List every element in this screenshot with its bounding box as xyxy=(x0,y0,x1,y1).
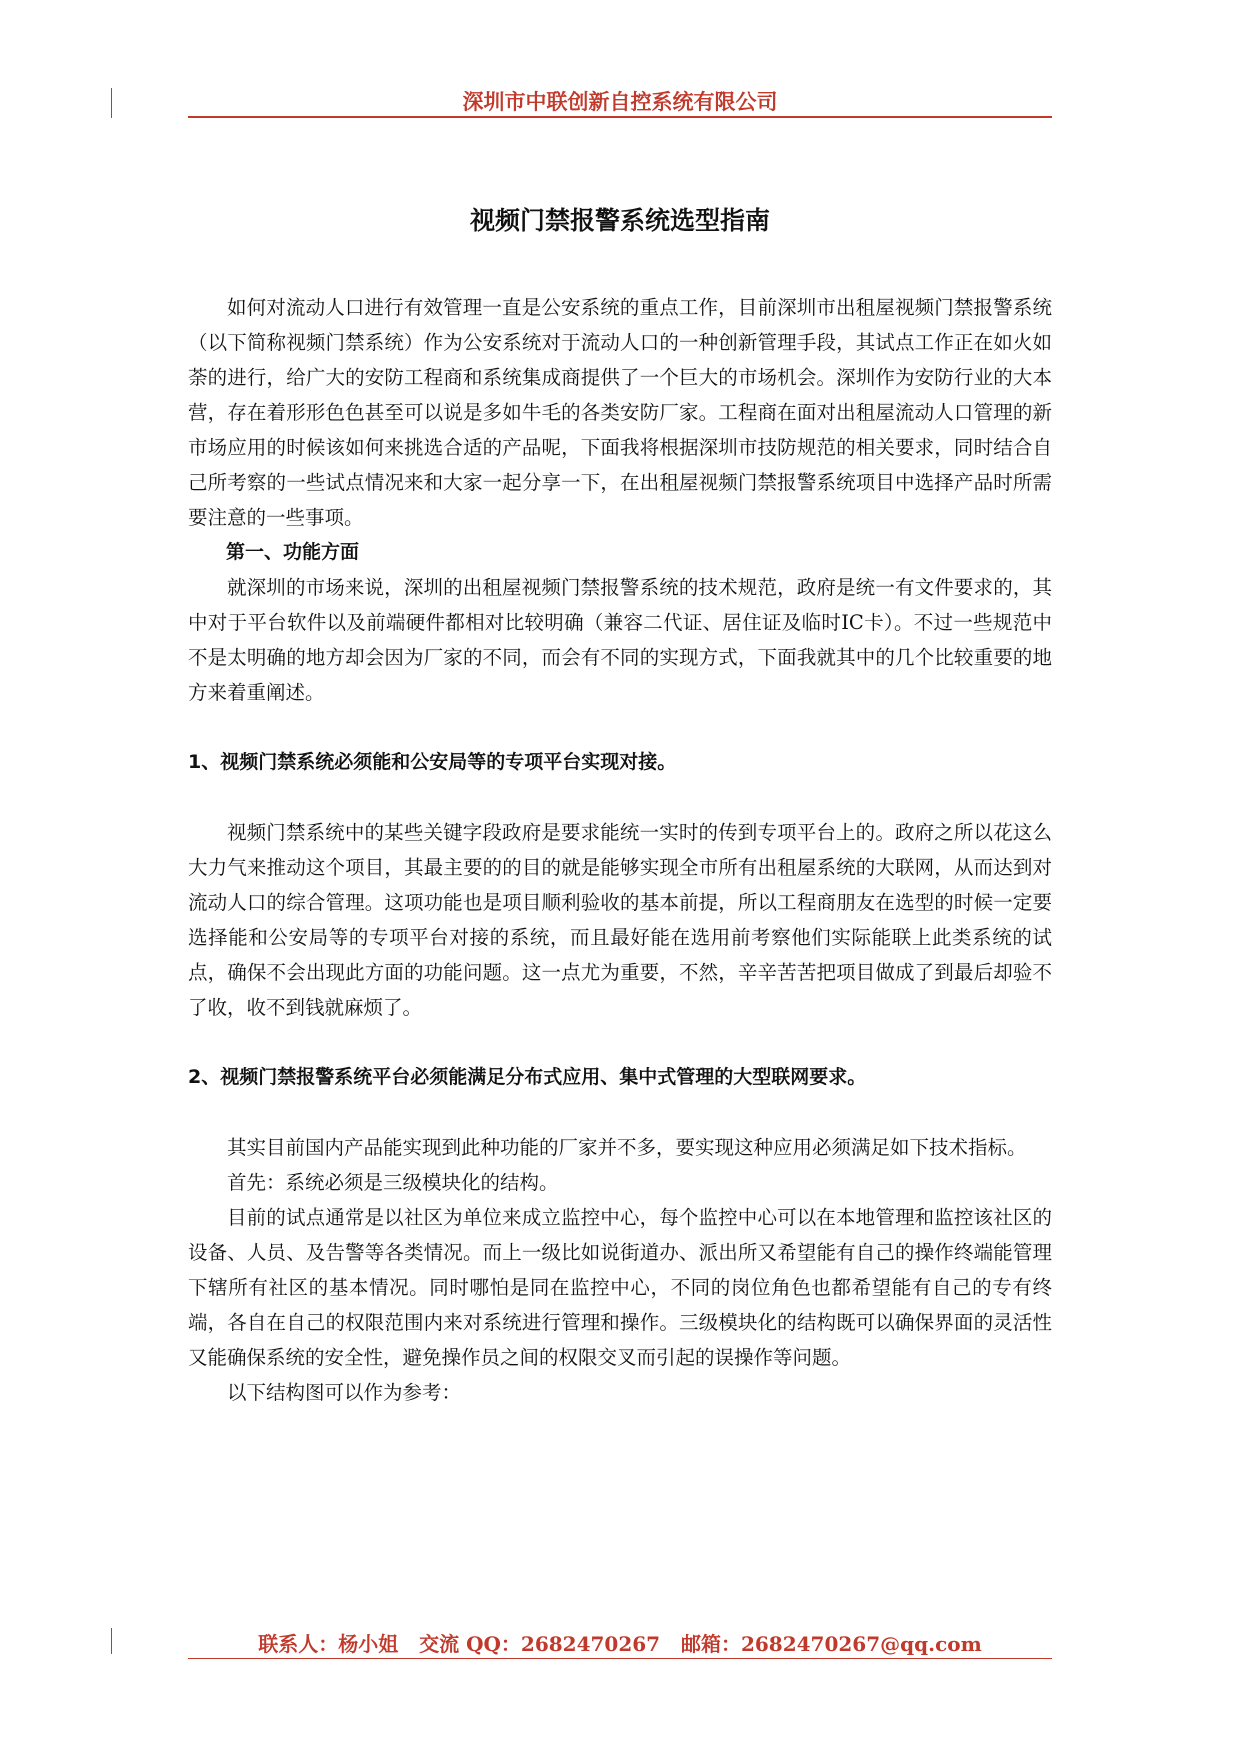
header-company-name: 深圳市中联创新自控系统有限公司 xyxy=(462,90,778,114)
item-2-paragraph-4: 以下结构图可以作为参考： xyxy=(227,1381,462,1404)
item-2-paragraph-2: 首先：系统必须是三级模块化的结构。 xyxy=(227,1171,559,1194)
document-body xyxy=(188,290,1052,1410)
margin-mark-bottom xyxy=(111,1628,112,1654)
section-heading-function: 第一、功能方面 xyxy=(226,541,360,563)
item-heading-1: 1、视频门禁系统必须能和公安局等的专项平台实现对接。 xyxy=(188,751,677,773)
margin-mark-top xyxy=(111,88,112,118)
section-function-paragraph: 就深圳的市场来说，深圳的出租屋视频门禁报警系统的技术规范，政府是统一有文件要求的，其中对于平台软件以及前端硬件都相对比较明确（兼容二代证、居住证及临时IC卡）。不过一些规范中不是太明确的地方却会因为厂家的不同，而会有不同的实现方式，下面我就其中的几个比较重要的地方来着重阐述。 xyxy=(188,576,1052,704)
document-title: 视频门禁报警系统选型指南 xyxy=(469,206,770,235)
footer-rule xyxy=(188,1658,1052,1659)
intro-paragraph: 如何对流动人口进行有效管理一直是公安系统的重点工作，目前深圳市出租屋视频门禁报警系统（以下简称视频门禁系统）作为公安系统对于流动人口的一种创新管理手段，其试点工作正在如火如荼的进行，给广大的安防工程商和系统集成商提供了一个巨大的市场机会。深圳作为安防行业的大本营，存在着形形色色甚至可以说是多如牛毛的各类安防厂家。工程商在面对出租屋流动人口管理的新市场应用的时候该如何来挑选合适的产品呢，下面我将根据深圳市技防规范的相关要求，同时结合自己所考察的一些试点情况来和大家一起分享一下，在出租屋视频门禁报警系统项目中选择产品时所需要注意的一些事项。 xyxy=(188,296,1052,529)
item-2-paragraph-1: 其实目前国内产品能实现到此种功能的厂家并不多，要实现这种应用必须满足如下技术指标。 xyxy=(227,1136,1027,1159)
spacer xyxy=(188,710,1052,745)
item-heading-2: 2、视频门禁报警系统平台必须能满足分布式应用、集中式管理的大型联网要求。 xyxy=(188,1066,867,1088)
header-rule xyxy=(188,116,1052,118)
item-1-paragraph: 视频门禁系统中的某些关键字段政府是要求能统一实时的传到专项平台上的。政府之所以花这么大力气来推动这个项目，其最主要的的目的就是能够实现全市所有出租屋系统的大联网，从而达到对流动人口的综合管理。这项功能也是项目顺利验收的基本前提，所以工程商朋友在选型的时候一定要选择能和公安局等的专项平台对接的系统，而且最好能在选用前考察他们实际能联上此类系统的试点，确保不会出现此方面的功能问题。这一点尤为重要，不然，辛辛苦苦把项目做成了到最后却验不了收，收不到钱就麻烦了。 xyxy=(188,821,1052,1019)
spacer xyxy=(188,780,1052,815)
footer-contact: 联系人：杨小姐 交流 QQ：2682470267 邮箱：2682470267@qq.com xyxy=(258,1632,982,1656)
item-2-paragraph-3: 目前的试点通常是以社区为单位来成立监控中心，每个监控中心可以在本地管理和监控该社区的设备、人员、及告警等各类情况。而上一级比如说街道办、派出所又希望能有自己的操作终端能管理下辖所有社区的基本情况。同时哪怕是同在监控中心，不同的岗位角色也都希望能有自己的专有终端，各自在自己的权限范围内来对系统进行管理和操作。三级模块化的结构既可以确保界面的灵活性又能确保系统的安全性，避免操作员之间的权限交叉而引起的误操作等问题。 xyxy=(188,1206,1052,1369)
spacer xyxy=(188,1095,1052,1130)
spacer xyxy=(188,1025,1052,1060)
